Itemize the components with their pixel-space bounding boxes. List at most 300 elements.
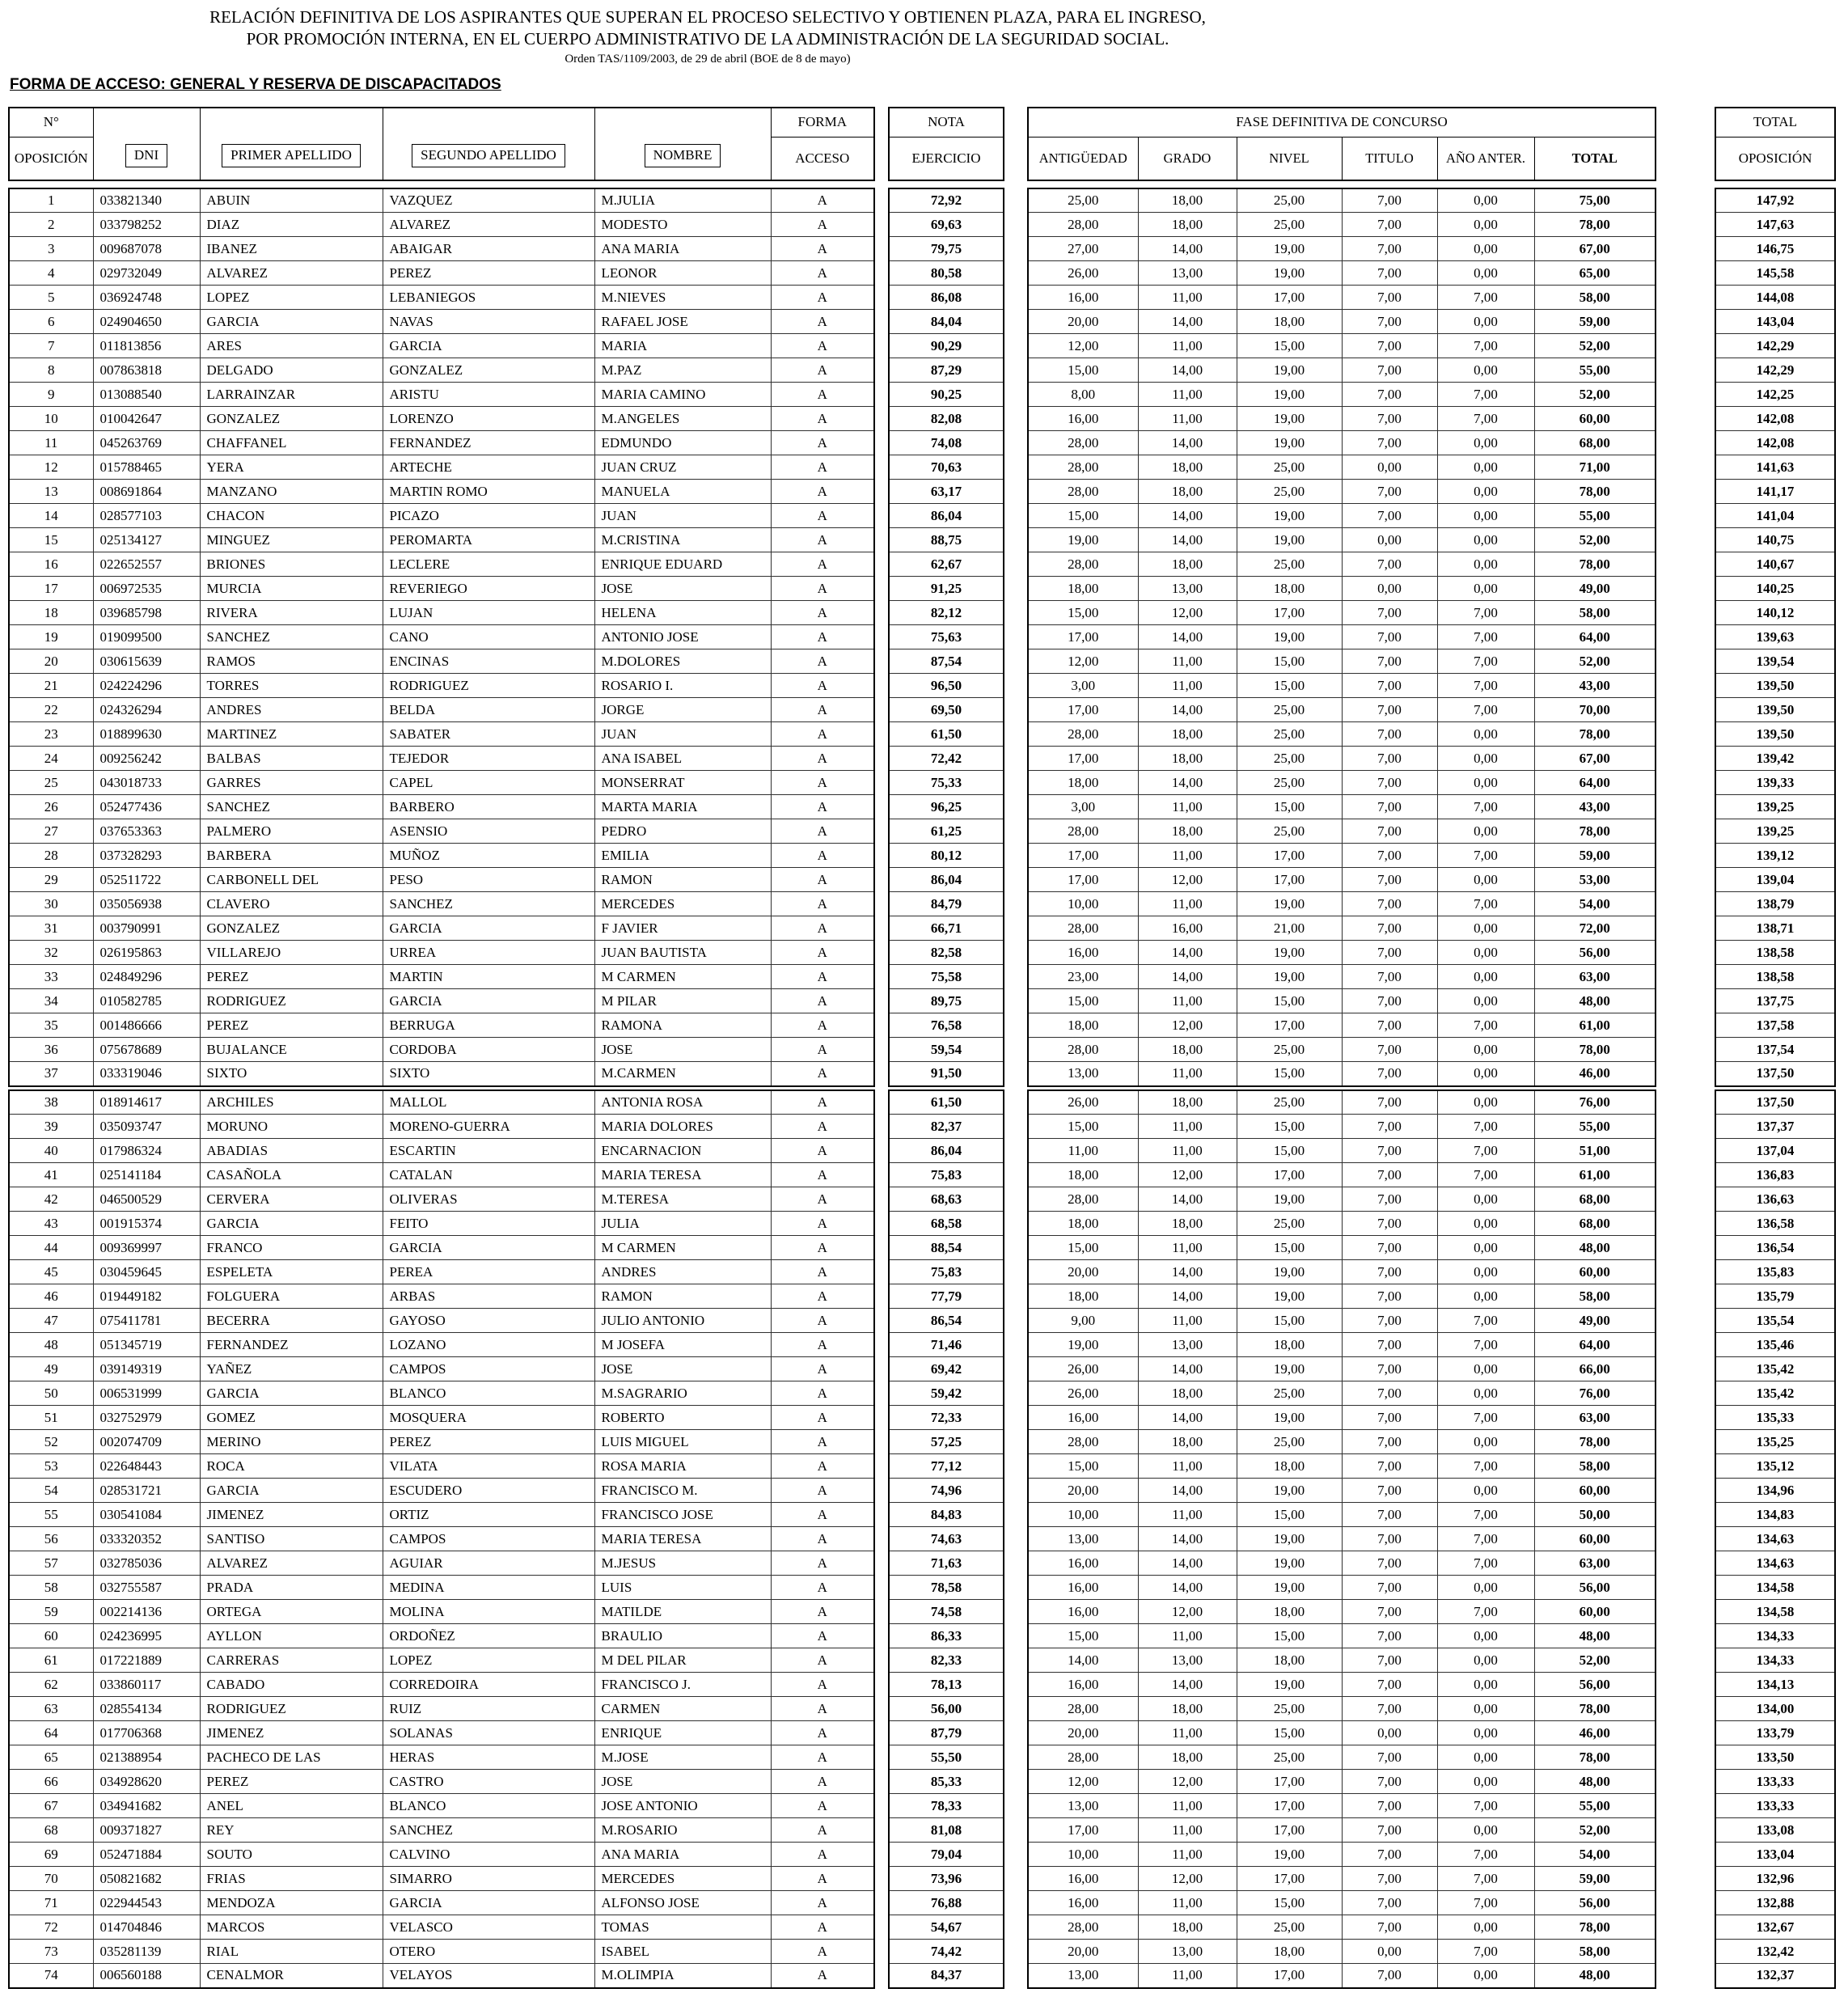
cell-segundo-apellido: REVERIEGO xyxy=(383,577,594,601)
cell-antiguedad: 13,00 xyxy=(1028,1794,1138,1818)
cell-grado: 18,00 xyxy=(1138,1381,1237,1406)
cell-segundo-apellido: ORDOÑEZ xyxy=(383,1624,594,1648)
cell-nivel: 15,00 xyxy=(1237,334,1342,358)
cell-grado: 11,00 xyxy=(1138,334,1237,358)
cell-num-oposicion: 25 xyxy=(9,771,93,795)
cell-ano-anter: 7,00 xyxy=(1437,1139,1534,1163)
cell-grado: 12,00 xyxy=(1138,1163,1237,1187)
col-header-nota-bottom: EJERCICIO xyxy=(911,150,981,166)
cell-grado: 18,00 xyxy=(1138,480,1237,504)
cell-total-concurso: 78,00 xyxy=(1534,819,1656,844)
cell-num-oposicion: 39 xyxy=(9,1115,93,1139)
cell-nombre: M.CARMEN xyxy=(594,1062,771,1086)
cell-num-oposicion: 62 xyxy=(9,1673,93,1697)
block-gap xyxy=(1004,674,1028,698)
cell-grado: 11,00 xyxy=(1138,383,1237,407)
table-row xyxy=(9,358,1835,383)
table-row xyxy=(9,1794,1835,1818)
block-gap xyxy=(1656,795,1715,819)
block-gap xyxy=(874,771,889,795)
cell-total-oposicion: 133,79 xyxy=(1715,1721,1835,1745)
cell-total-concurso: 60,00 xyxy=(1534,407,1656,431)
cell-primer-apellido: JIMENEZ xyxy=(200,1503,383,1527)
block-gap xyxy=(874,1357,889,1381)
cell-titulo: 7,00 xyxy=(1342,892,1437,916)
cell-nota-ejercicio: 82,12 xyxy=(889,601,1004,625)
cell-nivel: 25,00 xyxy=(1237,1381,1342,1406)
cell-nombre: JOSE xyxy=(594,1038,771,1062)
cell-nota-ejercicio: 74,58 xyxy=(889,1600,1004,1624)
cell-nivel: 15,00 xyxy=(1237,1115,1342,1139)
cell-total-oposicion: 133,33 xyxy=(1715,1770,1835,1794)
cell-forma-acceso: A xyxy=(771,892,874,916)
cell-dni: 035281139 xyxy=(93,1940,200,1964)
block-gap xyxy=(874,1284,889,1309)
cell-antiguedad: 16,00 xyxy=(1028,1867,1138,1891)
cell-nivel: 25,00 xyxy=(1237,552,1342,577)
cell-titulo: 7,00 xyxy=(1342,261,1437,286)
col-header-forma-bottom: ACCESO xyxy=(795,150,850,166)
cell-nivel: 19,00 xyxy=(1237,1357,1342,1381)
cell-total-concurso: 67,00 xyxy=(1534,237,1656,261)
cell-total-oposicion: 134,13 xyxy=(1715,1673,1835,1697)
cell-grado: 14,00 xyxy=(1138,1527,1237,1551)
cell-antiguedad: 16,00 xyxy=(1028,1891,1138,1915)
cell-total-concurso: 46,00 xyxy=(1534,1062,1656,1086)
cell-primer-apellido: BECERRA xyxy=(200,1309,383,1333)
cell-antiguedad: 28,00 xyxy=(1028,1038,1138,1062)
cell-segundo-apellido: ORTIZ xyxy=(383,1503,594,1527)
cell-num-oposicion: 8 xyxy=(9,358,93,383)
cell-titulo: 7,00 xyxy=(1342,989,1437,1013)
cell-antiguedad: 28,00 xyxy=(1028,1915,1138,1940)
table-row xyxy=(9,1090,1835,1115)
cell-ano-anter: 7,00 xyxy=(1437,1309,1534,1333)
cell-nivel: 15,00 xyxy=(1237,1236,1342,1260)
cell-antiguedad: 28,00 xyxy=(1028,480,1138,504)
cell-titulo: 7,00 xyxy=(1342,480,1437,504)
cell-nota-ejercicio: 79,04 xyxy=(889,1843,1004,1867)
cell-num-oposicion: 33 xyxy=(9,965,93,989)
title-line-1: RELACIÓN DEFINITIVA DE LOS ASPIRANTES QUE SUPERAN EL PROCESO SELECTIVO Y OBTIENEN PLAZA, PARA EL INGRESO, xyxy=(209,7,1206,27)
cell-grado: 14,00 xyxy=(1138,625,1237,649)
cell-nombre: M.SAGRARIO xyxy=(594,1381,771,1406)
cell-total-concurso: 78,00 xyxy=(1534,1430,1656,1454)
block-gap xyxy=(874,334,889,358)
table-row xyxy=(9,213,1835,237)
cell-nota-ejercicio: 71,63 xyxy=(889,1551,1004,1576)
cell-total-concurso: 63,00 xyxy=(1534,1551,1656,1576)
block-gap xyxy=(874,844,889,868)
table-header xyxy=(9,108,1835,180)
table-row xyxy=(9,1381,1835,1406)
col-header-forma-acceso xyxy=(771,108,874,180)
table-row xyxy=(9,504,1835,528)
cell-antiguedad: 3,00 xyxy=(1028,674,1138,698)
cell-nombre: RAMON xyxy=(594,868,771,892)
block-gap xyxy=(1004,1576,1028,1600)
block-gap xyxy=(1004,431,1028,455)
table-row xyxy=(9,649,1835,674)
cell-num-oposicion: 49 xyxy=(9,1357,93,1381)
cell-total-concurso: 48,00 xyxy=(1534,1770,1656,1794)
cell-antiguedad: 18,00 xyxy=(1028,771,1138,795)
cell-num-oposicion: 23 xyxy=(9,722,93,747)
cell-antiguedad: 15,00 xyxy=(1028,1236,1138,1260)
cell-num-oposicion: 56 xyxy=(9,1527,93,1551)
table-row xyxy=(9,1163,1835,1187)
block-gap xyxy=(1004,989,1028,1013)
cell-total-concurso: 72,00 xyxy=(1534,916,1656,941)
block-gap xyxy=(1004,1236,1028,1260)
cell-segundo-apellido: CAMPOS xyxy=(383,1357,594,1381)
cell-ano-anter: 0,00 xyxy=(1437,1260,1534,1284)
block-gap xyxy=(874,1333,889,1357)
cell-titulo: 7,00 xyxy=(1342,1576,1437,1600)
cell-nota-ejercicio: 69,50 xyxy=(889,698,1004,722)
block-gap xyxy=(1656,577,1715,601)
cell-total-oposicion: 134,96 xyxy=(1715,1479,1835,1503)
cell-titulo: 7,00 xyxy=(1342,334,1437,358)
cell-nota-ejercicio: 79,75 xyxy=(889,237,1004,261)
cell-num-oposicion: 36 xyxy=(9,1038,93,1062)
cell-nombre: ISABEL xyxy=(594,1940,771,1964)
cell-nivel: 25,00 xyxy=(1237,455,1342,480)
cell-primer-apellido: VILLAREJO xyxy=(200,941,383,965)
cell-nombre: RAMON xyxy=(594,1284,771,1309)
cell-primer-apellido: CHAFFANEL xyxy=(200,431,383,455)
cell-total-oposicion: 135,79 xyxy=(1715,1284,1835,1309)
block-gap xyxy=(1656,1576,1715,1600)
cell-nombre: FRANCISCO JOSE xyxy=(594,1503,771,1527)
cell-grado: 11,00 xyxy=(1138,649,1237,674)
block-gap xyxy=(1656,1745,1715,1770)
cell-dni: 032785036 xyxy=(93,1551,200,1576)
cell-nota-ejercicio: 61,25 xyxy=(889,819,1004,844)
cell-nombre: ENRIQUE xyxy=(594,1721,771,1745)
table-row xyxy=(9,480,1835,504)
cell-nota-ejercicio: 59,54 xyxy=(889,1038,1004,1062)
cell-dni: 024904650 xyxy=(93,310,200,334)
cell-forma-acceso: A xyxy=(771,1381,874,1406)
cell-ano-anter: 0,00 xyxy=(1437,1284,1534,1309)
cell-forma-acceso: A xyxy=(771,1527,874,1551)
cell-titulo: 7,00 xyxy=(1342,1648,1437,1673)
cell-antiguedad: 17,00 xyxy=(1028,844,1138,868)
cell-primer-apellido: ARCHILES xyxy=(200,1090,383,1115)
cell-antiguedad: 11,00 xyxy=(1028,1139,1138,1163)
cell-titulo: 7,00 xyxy=(1342,625,1437,649)
cell-total-concurso: 58,00 xyxy=(1534,1284,1656,1309)
block-gap xyxy=(1004,698,1028,722)
cell-ano-anter: 7,00 xyxy=(1437,1940,1534,1964)
cell-grado: 18,00 xyxy=(1138,188,1237,213)
cell-nota-ejercicio: 89,75 xyxy=(889,989,1004,1013)
cell-nivel: 15,00 xyxy=(1237,795,1342,819)
cell-nivel: 15,00 xyxy=(1237,1624,1342,1648)
cell-ano-anter: 0,00 xyxy=(1437,188,1534,213)
cell-forma-acceso: A xyxy=(771,1139,874,1163)
block-gap xyxy=(1004,1624,1028,1648)
cell-titulo: 7,00 xyxy=(1342,407,1437,431)
cell-titulo: 7,00 xyxy=(1342,1115,1437,1139)
cell-num-oposicion: 46 xyxy=(9,1284,93,1309)
block-gap xyxy=(1004,237,1028,261)
cell-total-oposicion: 134,63 xyxy=(1715,1551,1835,1576)
cell-num-oposicion: 37 xyxy=(9,1062,93,1086)
cell-total-oposicion: 142,08 xyxy=(1715,407,1835,431)
cell-primer-apellido: GOMEZ xyxy=(200,1406,383,1430)
cell-grado: 14,00 xyxy=(1138,771,1237,795)
block-gap xyxy=(1656,1187,1715,1212)
block-gap xyxy=(1656,1381,1715,1406)
block-gap xyxy=(874,819,889,844)
cell-segundo-apellido: LEBANIEGOS xyxy=(383,286,594,310)
cell-segundo-apellido: CAPEL xyxy=(383,771,594,795)
cell-segundo-apellido: ENCINAS xyxy=(383,649,594,674)
cell-forma-acceso: A xyxy=(771,1891,874,1915)
cell-antiguedad: 17,00 xyxy=(1028,868,1138,892)
cell-nombre: M.CRISTINA xyxy=(594,528,771,552)
cell-nombre: M JOSEFA xyxy=(594,1333,771,1357)
cell-num-oposicion: 64 xyxy=(9,1721,93,1745)
cell-total-oposicion: 139,25 xyxy=(1715,819,1835,844)
cell-dni: 032752979 xyxy=(93,1406,200,1430)
cell-total-concurso: 58,00 xyxy=(1534,286,1656,310)
cell-titulo: 7,00 xyxy=(1342,237,1437,261)
block-gap xyxy=(874,747,889,771)
block-gap xyxy=(1004,504,1028,528)
cell-num-oposicion: 14 xyxy=(9,504,93,528)
block-gap xyxy=(874,1309,889,1333)
cell-antiguedad: 16,00 xyxy=(1028,1551,1138,1576)
block-gap xyxy=(1656,213,1715,237)
cell-forma-acceso: A xyxy=(771,1745,874,1770)
cell-total-concurso: 55,00 xyxy=(1534,358,1656,383)
cell-nota-ejercicio: 75,58 xyxy=(889,965,1004,989)
col-header-total-concurso: TOTAL xyxy=(1534,137,1656,180)
cell-primer-apellido: CENALMOR xyxy=(200,1964,383,1988)
cell-titulo: 7,00 xyxy=(1342,1770,1437,1794)
cell-ano-anter: 0,00 xyxy=(1437,722,1534,747)
cell-dni: 017706368 xyxy=(93,1721,200,1745)
cell-primer-apellido: ORTEGA xyxy=(200,1600,383,1624)
cell-grado: 14,00 xyxy=(1138,528,1237,552)
cell-nivel: 18,00 xyxy=(1237,577,1342,601)
block-gap xyxy=(1004,310,1028,334)
block-gap xyxy=(1656,1600,1715,1624)
cell-antiguedad: 15,00 xyxy=(1028,504,1138,528)
cell-num-oposicion: 71 xyxy=(9,1891,93,1915)
cell-total-concurso: 56,00 xyxy=(1534,1891,1656,1915)
col-header-primer-apellido xyxy=(200,108,383,180)
cell-total-concurso: 63,00 xyxy=(1534,1406,1656,1430)
cell-primer-apellido: GARCIA xyxy=(200,310,383,334)
cell-forma-acceso: A xyxy=(771,577,874,601)
cell-antiguedad: 25,00 xyxy=(1028,188,1138,213)
cell-titulo: 7,00 xyxy=(1342,383,1437,407)
cell-nota-ejercicio: 74,96 xyxy=(889,1479,1004,1503)
block-gap xyxy=(874,1624,889,1648)
block-gap xyxy=(1656,1430,1715,1454)
cell-num-oposicion: 73 xyxy=(9,1940,93,1964)
cell-segundo-apellido: BARBERO xyxy=(383,795,594,819)
cell-titulo: 7,00 xyxy=(1342,1062,1437,1086)
cell-nota-ejercicio: 90,25 xyxy=(889,383,1004,407)
cell-total-concurso: 56,00 xyxy=(1534,1673,1656,1697)
block-gap xyxy=(1004,1770,1028,1794)
block-gap xyxy=(1656,108,1715,180)
cell-forma-acceso: A xyxy=(771,674,874,698)
cell-segundo-apellido: CORREDOIRA xyxy=(383,1673,594,1697)
cell-primer-apellido: MENDOZA xyxy=(200,1891,383,1915)
table-row xyxy=(9,1915,1835,1940)
cell-nivel: 25,00 xyxy=(1237,213,1342,237)
table-row xyxy=(9,1115,1835,1139)
cell-num-oposicion: 68 xyxy=(9,1818,93,1843)
cell-segundo-apellido: MORENO-GUERRA xyxy=(383,1115,594,1139)
cell-titulo: 7,00 xyxy=(1342,916,1437,941)
cell-primer-apellido: MARTINEZ xyxy=(200,722,383,747)
cell-antiguedad: 13,00 xyxy=(1028,1964,1138,1988)
cell-grado: 11,00 xyxy=(1138,1794,1237,1818)
cell-num-oposicion: 22 xyxy=(9,698,93,722)
cell-segundo-apellido: CAMPOS xyxy=(383,1527,594,1551)
cell-total-concurso: 78,00 xyxy=(1534,1745,1656,1770)
cell-forma-acceso: A xyxy=(771,1551,874,1576)
col-header-titulo: TITULO xyxy=(1342,137,1437,180)
col-header-total-oposicion xyxy=(1715,108,1835,180)
cell-nivel: 18,00 xyxy=(1237,1600,1342,1624)
cell-ano-anter: 0,00 xyxy=(1437,819,1534,844)
cell-grado: 18,00 xyxy=(1138,1697,1237,1721)
cell-grado: 11,00 xyxy=(1138,892,1237,916)
cell-dni: 026195863 xyxy=(93,941,200,965)
cell-titulo: 7,00 xyxy=(1342,747,1437,771)
block-gap xyxy=(1004,1794,1028,1818)
cell-nombre: ANA MARIA xyxy=(594,237,771,261)
cell-grado: 11,00 xyxy=(1138,1843,1237,1867)
cell-ano-anter: 0,00 xyxy=(1437,916,1534,941)
block-gap xyxy=(874,1745,889,1770)
cell-ano-anter: 0,00 xyxy=(1437,1673,1534,1697)
cell-dni: 024326294 xyxy=(93,698,200,722)
cell-dni: 033821340 xyxy=(93,188,200,213)
col-header-num-top: N° xyxy=(10,108,93,138)
cell-total-oposicion: 138,58 xyxy=(1715,941,1835,965)
cell-nota-ejercicio: 82,33 xyxy=(889,1648,1004,1673)
cell-antiguedad: 12,00 xyxy=(1028,334,1138,358)
cell-total-oposicion: 139,25 xyxy=(1715,795,1835,819)
block-gap xyxy=(1004,528,1028,552)
cell-segundo-apellido: RUIZ xyxy=(383,1697,594,1721)
cell-num-oposicion: 45 xyxy=(9,1260,93,1284)
cell-nota-ejercicio: 76,58 xyxy=(889,1013,1004,1038)
cell-primer-apellido: SIXTO xyxy=(200,1062,383,1086)
cell-primer-apellido: FRIAS xyxy=(200,1867,383,1891)
cell-ano-anter: 7,00 xyxy=(1437,1454,1534,1479)
cell-ano-anter: 7,00 xyxy=(1437,1794,1534,1818)
cell-antiguedad: 16,00 xyxy=(1028,1576,1138,1600)
cell-total-oposicion: 136,58 xyxy=(1715,1212,1835,1236)
cell-grado: 18,00 xyxy=(1138,1430,1237,1454)
cell-segundo-apellido: URREA xyxy=(383,941,594,965)
cell-forma-acceso: A xyxy=(771,1212,874,1236)
cell-forma-acceso: A xyxy=(771,916,874,941)
cell-dni: 030459645 xyxy=(93,1260,200,1284)
cell-antiguedad: 28,00 xyxy=(1028,819,1138,844)
cell-forma-acceso: A xyxy=(771,261,874,286)
block-gap xyxy=(1656,286,1715,310)
block-gap xyxy=(1004,1503,1028,1527)
cell-ano-anter: 0,00 xyxy=(1437,989,1534,1013)
block-gap xyxy=(1656,722,1715,747)
cell-ano-anter: 7,00 xyxy=(1437,1551,1534,1576)
cell-primer-apellido: MANZANO xyxy=(200,480,383,504)
block-gap xyxy=(874,698,889,722)
cell-ano-anter: 0,00 xyxy=(1437,771,1534,795)
cell-forma-acceso: A xyxy=(771,1406,874,1430)
block-gap xyxy=(874,674,889,698)
block-gap xyxy=(874,941,889,965)
col-header-nombre-label: NOMBRE xyxy=(645,144,721,167)
cell-nivel: 17,00 xyxy=(1237,868,1342,892)
block-gap xyxy=(1656,819,1715,844)
block-gap xyxy=(1004,455,1028,480)
col-header-primer-apellido-label: PRIMER APELLIDO xyxy=(222,144,361,167)
block-gap xyxy=(1004,1527,1028,1551)
cell-nota-ejercicio: 86,04 xyxy=(889,1139,1004,1163)
cell-forma-acceso: A xyxy=(771,1624,874,1648)
block-gap xyxy=(874,1115,889,1139)
cell-grado: 13,00 xyxy=(1138,1333,1237,1357)
cell-segundo-apellido: VAZQUEZ xyxy=(383,188,594,213)
cell-num-oposicion: 27 xyxy=(9,819,93,844)
cell-total-oposicion: 142,29 xyxy=(1715,334,1835,358)
block-gap xyxy=(1004,625,1028,649)
cell-nota-ejercicio: 91,50 xyxy=(889,1062,1004,1086)
cell-nombre: HELENA xyxy=(594,601,771,625)
cell-segundo-apellido: LOZANO xyxy=(383,1333,594,1357)
cell-segundo-apellido: PEREA xyxy=(383,1260,594,1284)
cell-forma-acceso: A xyxy=(771,771,874,795)
cell-grado: 18,00 xyxy=(1138,1745,1237,1770)
cell-total-concurso: 60,00 xyxy=(1534,1479,1656,1503)
cell-forma-acceso: A xyxy=(771,552,874,577)
block-gap xyxy=(1656,1891,1715,1915)
cell-segundo-apellido: AGUIAR xyxy=(383,1551,594,1576)
block-gap xyxy=(1656,334,1715,358)
cell-segundo-apellido: MARTIN ROMO xyxy=(383,480,594,504)
cell-grado: 14,00 xyxy=(1138,1357,1237,1381)
cell-num-oposicion: 65 xyxy=(9,1745,93,1770)
cell-dni: 009369997 xyxy=(93,1236,200,1260)
cell-forma-acceso: A xyxy=(771,1600,874,1624)
block-gap xyxy=(874,1843,889,1867)
block-gap xyxy=(1656,310,1715,334)
cell-num-oposicion: 58 xyxy=(9,1576,93,1600)
cell-nota-ejercicio: 77,79 xyxy=(889,1284,1004,1309)
cell-titulo: 7,00 xyxy=(1342,1333,1437,1357)
block-gap xyxy=(1656,1212,1715,1236)
table-row xyxy=(9,1721,1835,1745)
block-gap xyxy=(874,1479,889,1503)
cell-nombre: MANUELA xyxy=(594,480,771,504)
cell-grado: 12,00 xyxy=(1138,1600,1237,1624)
block-gap xyxy=(1004,771,1028,795)
cell-nivel: 15,00 xyxy=(1237,1891,1342,1915)
cell-forma-acceso: A xyxy=(771,1818,874,1843)
